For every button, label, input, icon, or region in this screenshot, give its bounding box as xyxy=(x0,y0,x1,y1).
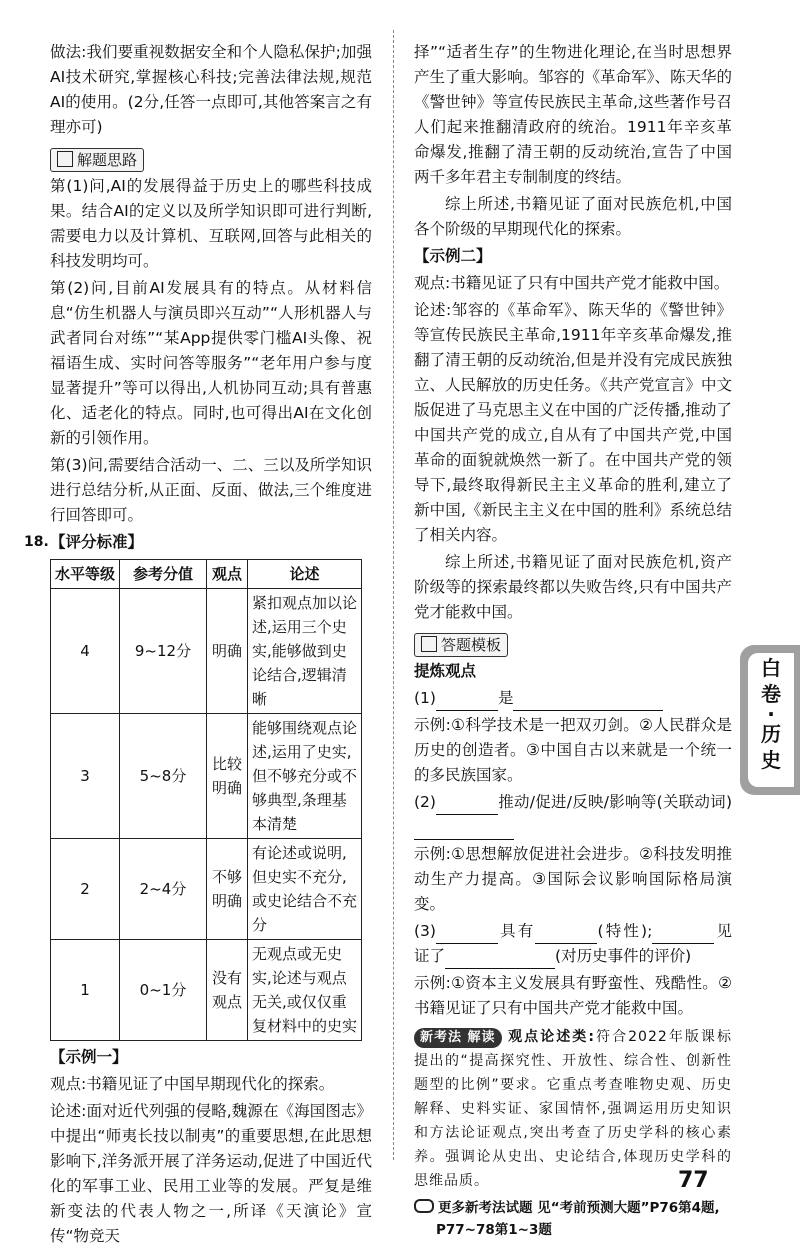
table-row xyxy=(51,839,362,940)
example-one-view: 观点:书籍见证了中国早期现代化的探索。 xyxy=(50,1075,335,1093)
side-tab-char: 白 xyxy=(761,656,781,680)
template-1-word: 是 xyxy=(497,689,514,707)
template-2-word: 推动/促进/反映/影响等(关联动词) xyxy=(497,793,732,811)
new-method-badge xyxy=(414,1028,502,1048)
side-tab-char: 历 xyxy=(761,722,781,746)
question-number: 18. xyxy=(24,534,49,550)
blank xyxy=(513,690,663,711)
cell-desc: 能够围绕观点论述,运用了史实,但不够充分或不够典型,条理基本清楚 xyxy=(248,714,362,839)
solution-idea-tag xyxy=(50,148,144,172)
table-row xyxy=(51,714,362,839)
example-two-view: 观点:书籍见证了只有中国共产党才能救中国。 xyxy=(414,274,730,292)
solution-q3: 第(3)问,需要结合活动一、二、三以及所学知识进行总结分析,从正面、反面、做法,三个维度进行回答即可。 xyxy=(50,456,372,524)
template-title: 提炼观点 xyxy=(414,662,477,680)
link-icon xyxy=(414,1199,434,1213)
answer-template-tag xyxy=(414,633,508,657)
side-tab-char: · xyxy=(767,702,775,726)
right-column xyxy=(414,40,732,1241)
cell-level: 3 xyxy=(51,714,120,839)
notepad-icon xyxy=(57,151,73,167)
column-divider xyxy=(393,30,394,1160)
example-one-argument: 论述:面对近代列强的侵略,魏源在《海国图志》中提出“师夷长技以制夷”的重要思想,在此思想影响下,洋务派开展了洋务运动,促进了中国近代化的军事工业、民用工业等的发展。严复是维新变法的代表人物之一,所译《天演论》宣传“物竞天 xyxy=(50,1102,372,1245)
question-18-header xyxy=(24,530,372,555)
template-line-3 xyxy=(414,919,732,969)
template-3-witness: 见证了 xyxy=(414,922,732,965)
blank xyxy=(652,923,714,944)
cell-score: 9~12分 xyxy=(120,589,207,714)
more-questions xyxy=(414,1197,732,1241)
blank xyxy=(414,819,514,840)
side-tab-char: 史 xyxy=(761,748,781,772)
cell-score: 0~1分 xyxy=(120,940,207,1041)
table-row xyxy=(51,940,362,1041)
template-3-word: 具有 xyxy=(497,922,536,940)
side-tab-inner xyxy=(748,653,794,787)
solution-q1: 第(1)问,AI的发展得益于历史上的哪些科技成果。结合AI的定义以及所学知识即可进行判断,需要电力以及计算机、互联网,回答与此相关的科技发明均可。 xyxy=(50,177,372,270)
template-line-2 xyxy=(414,790,732,840)
cell-level: 1 xyxy=(51,940,120,1041)
answer-method-paragraph: 做法:我们要重视数据安全和个人隐私保护;加强AI技术研究,掌握核心科技;完善法律法规,规范AI的使用。(2分,任答一点即可,其他答案言之有理亦可) xyxy=(50,43,372,136)
example-two-summary: 综上所述,书籍见证了面对民族危机,资产阶级等的探索最终都以失败告终,只有中国共产党才能救中国。 xyxy=(414,553,732,621)
side-tab-char: 卷 xyxy=(761,682,781,706)
badge-text: 新考法 xyxy=(420,1030,463,1045)
blank xyxy=(436,690,498,711)
answer-template-label: 答题模板 xyxy=(441,636,502,654)
example-one-summary: 综上所述,书籍见证了面对民族危机,中国各个阶级的早期现代化的探索。 xyxy=(414,195,732,238)
example-two-title: 【示例二】 xyxy=(414,247,492,265)
example-two-argument: 论述:邹容的《革命军》、陈天华的《警世钟》等宣传民族民主革命,1911年辛亥革命爆发,推翻了清王朝的反动统治,但是并没有完成民族独立、人民解放的历史任务。《共产党宣言》中文版促进了马克思主义在中国的广泛传播,推动了中国共产党的成立,自从有了中国共产党,中国革命的面貌就焕然一新了。在中国共产党的领导下,最终取得新民主主义革命的胜利,建立了新中国,《新民主主义在中国的胜利》系统总结了相关内容。 xyxy=(414,301,732,544)
template-3-num: (3) xyxy=(414,922,436,940)
cell-desc: 有论述或说明,但史实不充分,或史论结合不充分 xyxy=(248,839,362,940)
score-table xyxy=(50,559,362,1041)
blank xyxy=(535,923,597,944)
cell-desc: 无观点或无史实,论述与观点无关,或仅仅重复材料中的史实 xyxy=(248,940,362,1041)
cell-level: 2 xyxy=(51,839,120,940)
cell-view: 不够明确 xyxy=(207,839,248,940)
new-method-text: 符合2022年版课标提出的“提高探究性、开放性、综合性、创新性题型的比例”要求。它重点考查唯物史观、历史解释、史料实证、家国情怀,强调运用历史知识和方法论证观点,突出考查了历史学科的核心素养。强调论从史出、史论结合,体现历史学科的思维品质。 xyxy=(414,1029,732,1189)
new-method-title: 观点论述类: xyxy=(508,1029,595,1045)
cell-level: 4 xyxy=(51,589,120,714)
example-one-title: 【示例一】 xyxy=(50,1048,128,1066)
header-desc: 论述 xyxy=(248,560,362,589)
template-2-num: (2) xyxy=(414,793,436,811)
template-line-1 xyxy=(414,686,732,711)
side-tab xyxy=(740,645,800,795)
badge-text-2: 解读 xyxy=(467,1030,496,1045)
more-questions-text: 更多新考法试题 见“考前预测大题”P76第4题, xyxy=(438,1200,720,1216)
header-score: 参考分值 xyxy=(120,560,207,589)
solution-q2: 第(2)问,目前AI发展具有的特点。从材料信息“仿生机器人与演员即兴互动”“人形机器人与武者同台对练”“某App提供零门槛AI头像、祝福语生成、实时问答等服务”“老年用户参与度显著提升”等可以得出,人机协同互动;具有普惠化、适老化的特点。同时,也可得出AI在文化创新的引领作用。 xyxy=(50,279,372,447)
header-view: 观点 xyxy=(207,560,248,589)
template-example-3: 示例:①资本主义发展具有野蛮性、残酷性。②书籍见证了只有中国共产党才能救中国。 xyxy=(414,974,732,1017)
score-table-header xyxy=(51,560,362,589)
solution-idea-label: 解题思路 xyxy=(77,151,138,169)
more-questions-text-2: P77~78第1~3题 xyxy=(436,1222,552,1238)
cell-score: 5~8分 xyxy=(120,714,207,839)
blank xyxy=(436,794,498,815)
page-number: 77 xyxy=(678,1168,709,1193)
table-row xyxy=(51,589,362,714)
example-one-continued: 择”“适者生存”的生物进化理论,在当时思想界产生了重大影响。邹容的《革命军》、陈天华的《警世钟》等宣传民族民主革命,这些著作号召人们起来推翻清政府的统治。1911年辛亥革命爆发,推翻了清王朝的反动统治,宣告了中国两千多年君主专制制度的终结。 xyxy=(414,43,732,186)
cell-score: 2~4分 xyxy=(120,839,207,940)
score-standard-title: 【评分标准】 xyxy=(50,533,144,551)
template-example-2: 示例:①思想解放促进社会进步。②科技发明推动生产力提高。③国际会议影响国际格局演变。 xyxy=(414,845,732,913)
cell-view: 比较明确 xyxy=(207,714,248,839)
blank xyxy=(445,948,555,969)
template-1-num: (1) xyxy=(414,689,436,707)
cell-view: 明确 xyxy=(207,589,248,714)
blank xyxy=(436,923,498,944)
template-3-eval: (对历史事件的评价) xyxy=(555,947,692,965)
cell-view: 没有观点 xyxy=(207,940,248,1041)
template-3-trait: (特性); xyxy=(597,922,653,940)
template-example-1: 示例:①科学技术是一把双刃剑。②人民群众是历史的创造者。③中国自古以来就是一个统一的多民族国家。 xyxy=(414,716,732,784)
header-level: 水平等级 xyxy=(51,560,120,589)
left-column xyxy=(24,40,372,1251)
cell-desc: 紧扣观点加以论述,运用三个史实,能够做到史论结合,逻辑清晰 xyxy=(248,589,362,714)
book-icon xyxy=(421,636,437,652)
